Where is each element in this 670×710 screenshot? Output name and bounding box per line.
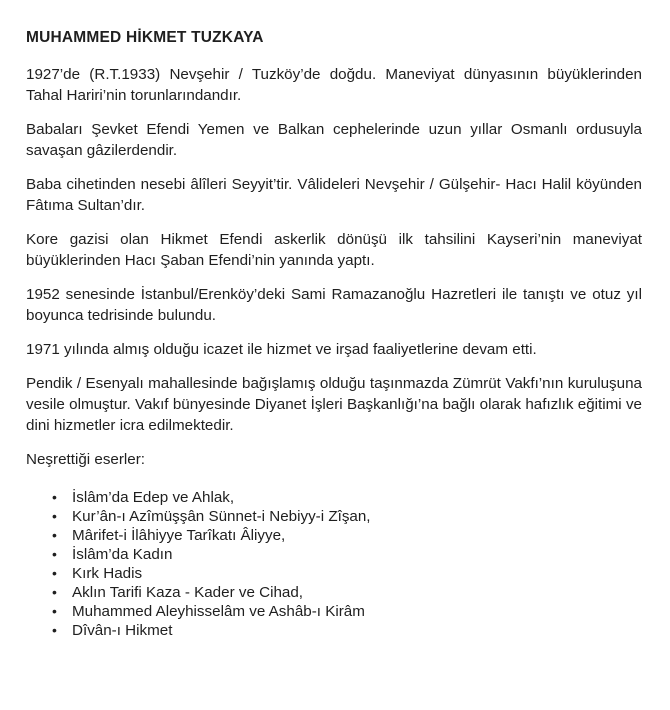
list-item — [52, 583, 642, 602]
paragraph-foundation: Pendik / Esenyalı mahallesinde bağışlamış olduğu taşınmazda Zümrüt Vakfı’nın kuruluşuna vesile olmuştur. Vakıf bünyesinde Diyanet İşleri Başkanlığı’na bağlı olarak hafızlık eğitimi ve dini hizmetler icra edilmektedir. — [26, 375, 642, 434]
work-title: Aklın Tarifi Kaza - Kader ve Cihad, — [72, 584, 304, 601]
bullet-icon: • — [52, 603, 57, 619]
paragraph-father: Babaları Şevket Efendi Yemen ve Balkan cephelerinde uzun yıllar Osmanlı ordusuyla savaşan gâzilerdendir. — [26, 121, 642, 159]
list-item — [52, 545, 642, 564]
list-item — [52, 507, 642, 526]
list-item — [52, 526, 642, 545]
bullet-icon: • — [52, 565, 57, 581]
list-item — [52, 564, 642, 583]
work-title: Muhammed Aleyhisselâm ve Ashâb-ı Kirâm — [72, 603, 365, 620]
work-title: Mârifet-i İlâhiyye Tarîkatı Âliyye, — [72, 527, 286, 544]
work-title: Kırk Hadis — [72, 565, 143, 582]
work-title: İslâm’da Kadın — [72, 546, 173, 563]
work-title: İslâm’da Edep ve Ahlak, — [72, 489, 235, 506]
paragraph-birth: 1927’de (R.T.1933) Nevşehir / Tuzköy’de doğdu. Maneviyat dünyasının büyüklerinden Tahal Hariri’nin torunlarındandır. — [26, 66, 642, 104]
paragraph-icazet: 1971 yılında almış olduğu icazet ile hizmet ve irşad faaliyetlerine devam etti. — [26, 341, 537, 358]
works-list — [26, 488, 642, 640]
bullet-icon: • — [52, 527, 57, 543]
list-item — [52, 621, 642, 640]
works-heading: Neşrettiği eserler: — [26, 451, 146, 468]
list-item — [52, 488, 642, 507]
paragraph-teacher: 1952 senesinde İstanbul/Erenköy’deki Sami Ramazanoğlu Hazretleri ile tanıştı ve otuz yıl boyunca tedrisinde bulundu. — [26, 286, 642, 324]
work-title: Dîvân-ı Hikmet — [72, 622, 173, 639]
bullet-icon: • — [52, 584, 57, 600]
work-title: Kur’ân-ı Azîmüşşân Sünnet-i Nebiyy-i Zîşan, — [72, 508, 371, 525]
list-item — [52, 602, 642, 621]
bullet-icon: • — [52, 622, 57, 638]
bullet-icon: • — [52, 546, 57, 562]
paragraph-education: Kore gazisi olan Hikmet Efendi askerlik dönüşü ilk tahsilini Kayseri’nin maneviyat büyüklerinden Hacı Şaban Efendi’nin yanında yaptı. — [26, 231, 642, 269]
bullet-icon: • — [52, 508, 57, 524]
bullet-icon: • — [52, 489, 57, 505]
paragraph-lineage: Baba cihetinden nesebi âlîleri Seyyit’tir. Vâlideleri Nevşehir / Gülşehir- Hacı Halil köyünden Fâtıma Sultan’dır. — [26, 176, 642, 214]
document-title: MUHAMMED HİKMET TUZKAYA — [26, 29, 264, 46]
document-page — [26, 27, 642, 640]
